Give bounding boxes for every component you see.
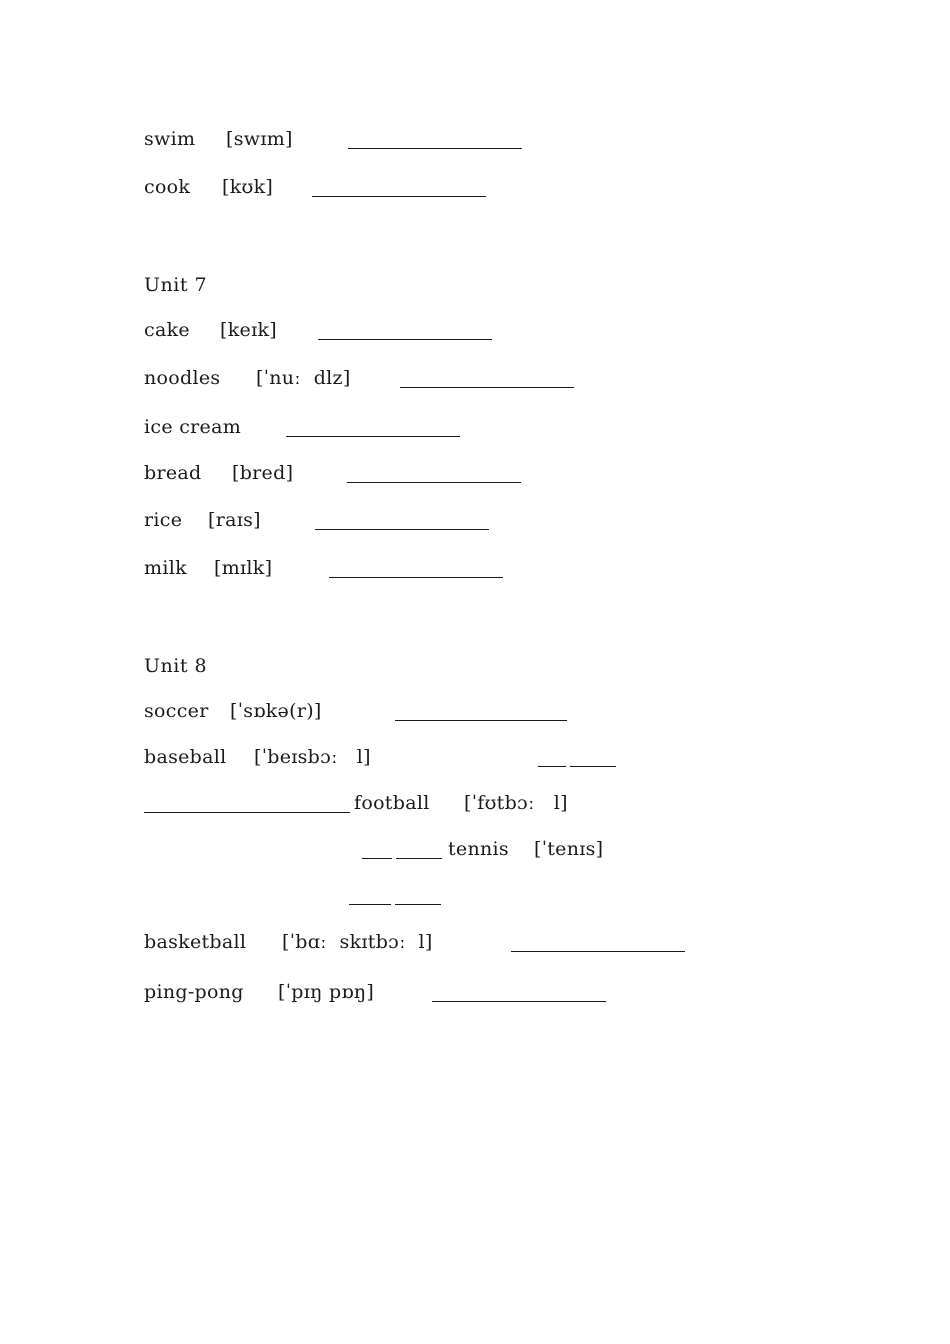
unit-heading: Unit 7 — [144, 274, 208, 296]
vocab-phonetic: [ˈpɪŋ pɒŋ] — [278, 981, 375, 1003]
answer-blank[interactable] — [511, 951, 685, 952]
answer-blank[interactable] — [286, 436, 460, 437]
answer-blank[interactable] — [144, 812, 350, 813]
answer-blank[interactable] — [312, 196, 486, 197]
vocab-word: cook — [144, 176, 191, 198]
vocab-phonetic: [kʊk] — [222, 176, 274, 198]
answer-blank-part[interactable] — [349, 904, 391, 905]
vocab-word: basketball — [144, 931, 247, 953]
vocab-phonetic: [ˈbɑː skɪtbɔː l] — [282, 931, 433, 953]
vocab-word: ice cream — [144, 416, 242, 438]
answer-blank[interactable] — [347, 482, 521, 483]
answer-blank[interactable] — [395, 720, 567, 721]
vocab-word: football — [354, 792, 430, 814]
answer-blank[interactable] — [329, 577, 503, 578]
vocab-word: ping-pong — [144, 981, 244, 1003]
vocab-word: milk — [144, 557, 187, 579]
vocab-phonetic: [ˈtenɪs] — [534, 838, 604, 860]
vocab-word: swim — [144, 128, 196, 150]
vocab-word: soccer — [144, 700, 209, 722]
vocab-word: rice — [144, 509, 183, 531]
vocab-phonetic: [bred] — [232, 462, 294, 484]
vocab-word: baseball — [144, 746, 227, 768]
answer-blank-part[interactable] — [570, 766, 616, 767]
vocab-phonetic: [ˈfʊtbɔː l] — [464, 792, 568, 814]
vocab-word: tennis — [448, 838, 509, 860]
vocab-phonetic: [mɪlk] — [214, 557, 273, 579]
vocab-word: noodles — [144, 367, 221, 389]
unit-heading: Unit 8 — [144, 655, 208, 677]
answer-blank[interactable] — [318, 339, 492, 340]
answer-blank-part[interactable] — [362, 858, 392, 859]
vocab-word: bread — [144, 462, 202, 484]
answer-blank[interactable] — [315, 529, 489, 530]
vocab-phonetic: [ˈnuː dlz] — [256, 367, 351, 389]
vocab-word: cake — [144, 319, 190, 341]
answer-blank[interactable] — [400, 387, 574, 388]
vocab-phonetic: [ˈbeɪsbɔː l] — [254, 746, 371, 768]
answer-blank[interactable] — [348, 148, 522, 149]
answer-blank[interactable] — [432, 1001, 606, 1002]
answer-blank-part[interactable] — [538, 766, 566, 767]
vocab-phonetic: [swɪm] — [226, 128, 293, 150]
vocab-phonetic: [keɪk] — [220, 319, 277, 341]
vocab-phonetic: [ˈsɒkə(r)] — [230, 700, 322, 722]
answer-blank-part[interactable] — [395, 904, 441, 905]
answer-blank-part[interactable] — [396, 858, 442, 859]
vocab-phonetic: [raɪs] — [208, 509, 261, 531]
